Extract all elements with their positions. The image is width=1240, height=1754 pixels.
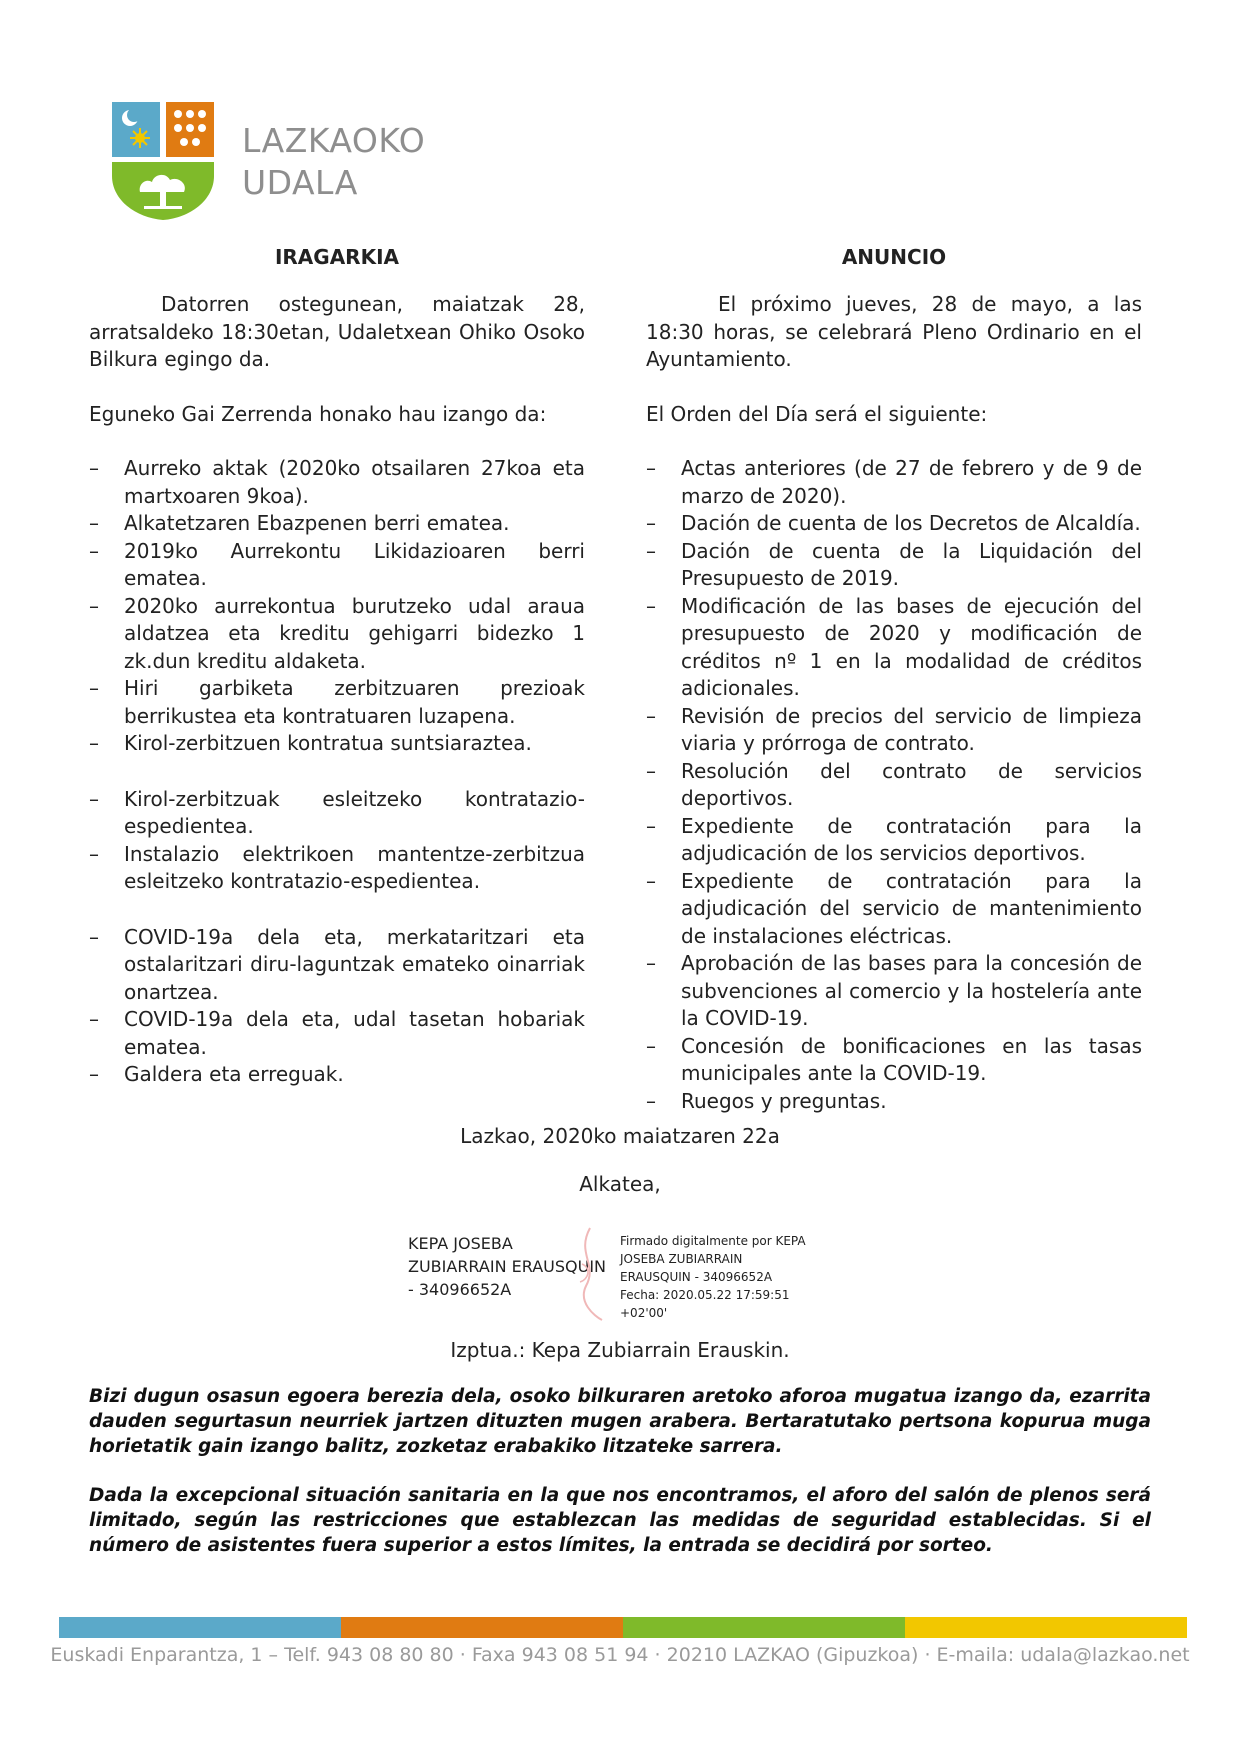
basque-agenda-list — [89, 455, 585, 1089]
list-item — [646, 758, 1142, 813]
list-item — [646, 1033, 1142, 1088]
agenda-item-text: Modificación de las bases de ejecución del presupuesto de 2020 y modificación de créditos nº 1 en la modalidad de créditos adicionales. — [681, 593, 1142, 700]
signed-by: Izptua.: Kepa Zubiarrain Erauskin. — [450, 1338, 790, 1362]
agenda-item-text: COVID-19a dela eta, udal tasetan hobariak ematea. — [124, 1007, 585, 1059]
dash-bullet: – — [646, 538, 656, 563]
signature-flourish-icon — [568, 1224, 608, 1324]
agenda-item-text: Ruegos y preguntas. — [681, 1088, 887, 1113]
dash-bullet: – — [646, 758, 656, 783]
logo-line-2: UDALA — [242, 163, 358, 202]
notice-basque: Bizi dugun osasun egoera berezia dela, osoko bilkuraren aretoko aforoa mugatua izango da, ezarrita dauden segurtasun neurriek jartzen dituzten mugen arabera. Bertaratutako pertsona kopurua muga horietatik gain izango balitz, zozketaz erabakiko litzateke sarrera. — [89, 1386, 1151, 1457]
agenda-item-text: Expediente de contratación para la adjudicación de los servicios deportivos. — [681, 813, 1142, 865]
list-item — [646, 950, 1142, 1033]
dash-bullet: – — [646, 951, 656, 975]
agenda-item-text: Galdera eta erreguak. — [124, 1062, 344, 1086]
agenda-item-text: Kirol-zerbitzuak esleitzeko kontratazio-espedientea. — [124, 786, 585, 838]
list-item — [89, 841, 585, 896]
notice-spanish: Dada la excepcional situación sanitaria en la que nos encontramos, el aforo del salón de plenos será limitado, según las restricciones que establezcan las medidas de seguridad establecidas. Si el número de asistentes fuera superior a estos límites, la entrada se decidirá por sorteo. — [89, 1485, 1151, 1556]
list-item — [646, 1088, 1142, 1116]
basque-intro: Datorren ostegunean, maiatzak 28, arratsaldeko 18:30etan, Udaletxean Ohiko Osoko Bilkura egingo da. — [89, 292, 585, 371]
agenda-item-text: Alkatetzaren Ebazpenen berri ematea. — [124, 511, 510, 535]
dash-bullet: – — [89, 924, 99, 949]
list-item — [89, 786, 585, 841]
logo-line-1: LAZKAOKO — [242, 121, 426, 160]
dash-bullet: – — [646, 1033, 656, 1058]
footer-bar-green — [623, 1617, 905, 1638]
list-item — [646, 455, 1142, 510]
agenda-item-text: Kirol-zerbitzuen kontratua suntsiaraztea. — [124, 731, 532, 755]
dash-bullet: – — [89, 511, 99, 535]
list-item — [89, 455, 585, 510]
signature-details: Firmado digitalmente por KEPA JOSEBA ZUBIARRAIN ERAUSQUIN - 34096652A Fecha: 2020.05.22 17:59:51 +02'00' — [620, 1234, 806, 1320]
list-item — [89, 1006, 585, 1061]
agenda-item-text: Dación de cuenta de la Liquidación del Presupuesto de 2019. — [681, 538, 1142, 590]
dash-bullet: – — [646, 1088, 656, 1113]
list-item — [89, 1061, 585, 1089]
dash-bullet: – — [646, 511, 656, 535]
spanish-agenda-list — [646, 455, 1142, 1115]
dash-bullet: – — [646, 813, 656, 838]
list-item — [89, 538, 585, 593]
spanish-column — [646, 244, 1142, 1115]
dash-bullet: – — [646, 456, 656, 480]
basque-agenda-lead: Eguneko Gai Zerrenda honako hau izango da: — [89, 401, 547, 426]
dash-bullet: – — [89, 456, 99, 480]
list-item — [646, 538, 1142, 593]
municipal-logo — [110, 100, 440, 230]
agenda-item-text: 2019ko Aurrekontu Likidazioaren berri ematea. — [124, 538, 585, 590]
list-item — [646, 868, 1142, 951]
logo-wordmark — [242, 120, 425, 204]
dash-bullet: – — [646, 593, 656, 618]
dash-bullet: – — [89, 786, 99, 811]
agenda-item-text: 2020ko aurrekontua burutzeko udal araua aldatzea eta kreditu gehigarri bidezko 1 zk.dun kreditu aldaketa. — [124, 593, 585, 673]
place-and-date: Lazkao, 2020ko maiatzaren 22a — [460, 1124, 780, 1148]
signer-name: KEPA JOSEBA ZUBIARRAIN ERAUSQUIN - 34096652A — [408, 1234, 606, 1299]
list-item — [89, 730, 585, 758]
mayor-title: Alkatea, — [579, 1172, 661, 1196]
agenda-item-text: Revisión de precios del servicio de limpieza viaria y prórroga de contrato. — [681, 703, 1142, 755]
list-item — [89, 593, 585, 676]
footer-bar-yellow — [905, 1617, 1187, 1638]
spanish-heading: ANUNCIO — [841, 245, 947, 269]
list-item — [646, 703, 1142, 758]
list-item — [89, 675, 585, 730]
dash-bullet: – — [89, 676, 99, 700]
list-item — [89, 924, 585, 1007]
agenda-item-text: Expediente de contratación para la adjudicación del servicio de mantenimiento de instalaciones eléctricas. — [681, 868, 1142, 948]
dash-bullet: – — [646, 868, 656, 893]
dash-bullet: – — [89, 731, 99, 755]
dash-bullet: – — [89, 841, 99, 866]
list-item — [646, 813, 1142, 868]
footer-contact: Euskadi Enparantza, 1 – Telf. 943 08 80 80 · Faxa 943 08 51 94 · 20210 LAZKAO (Gipuzkoa) · E-maila: udala@lazkao.net — [50, 1644, 1190, 1666]
spanish-intro: El próximo jueves, 28 de mayo, a las 18:30 horas, se celebrará Pleno Ordinario en el Ayuntamiento. — [646, 292, 1142, 371]
dash-bullet: – — [646, 703, 656, 728]
agenda-item-text: Actas anteriores (de 27 de febrero y de 9 de marzo de 2020). — [681, 456, 1142, 508]
dash-bullet: – — [89, 1007, 99, 1031]
agenda-item-text: COVID-19a dela eta, merkataritzari eta ostalaritzari diru-laguntzak emateko oinarriak onartzea. — [124, 924, 585, 1004]
list-item — [646, 593, 1142, 703]
footer-bar-orange — [341, 1617, 623, 1638]
dash-bullet: – — [89, 1062, 99, 1086]
agenda-item-text: Resolución del contrato de servicios deportivos. — [681, 758, 1142, 810]
basque-heading: IRAGARKIA — [274, 245, 400, 269]
list-item — [89, 510, 585, 538]
spanish-agenda-lead: El Orden del Día será el siguiente: — [646, 401, 988, 426]
list-item — [646, 510, 1142, 538]
dash-bullet: – — [89, 593, 99, 618]
agenda-item-text: Aprobación de las bases para la concesión de subvenciones al comercio y la hostelería ante la COVID-19. — [681, 951, 1142, 1030]
basque-column — [89, 244, 585, 1089]
digital-signature — [408, 1232, 848, 1322]
agenda-item-text: Aurreko aktak (2020ko otsailaren 27koa eta martxoaren 9koa). — [124, 456, 585, 508]
agenda-item-text: Dación de cuenta de los Decretos de Alcaldía. — [681, 511, 1141, 535]
coat-of-arms-icon — [110, 100, 220, 222]
dash-bullet: – — [89, 538, 99, 563]
footer-bar-blue — [59, 1617, 341, 1638]
agenda-item-text: Hiri garbiketa zerbitzuaren prezioak berrikustea eta kontratuaren luzapena. — [124, 676, 585, 728]
agenda-item-text: Instalazio elektrikoen mantentze-zerbitzua esleitzeko kontratazio-espedientea. — [124, 841, 585, 893]
agenda-item-text: Concesión de bonificaciones en las tasas municipales ante la COVID-19. — [681, 1033, 1142, 1085]
